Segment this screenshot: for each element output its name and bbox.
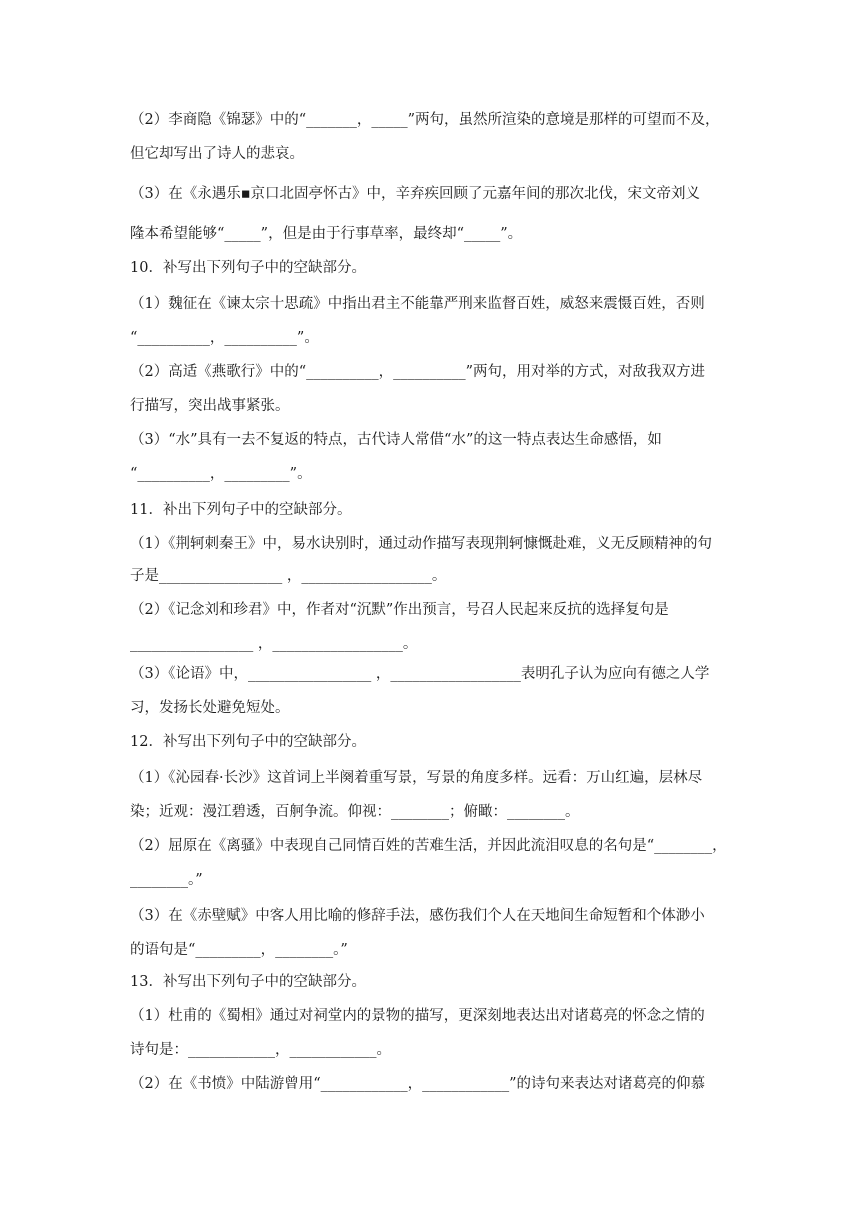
q10-2-line-2: 行描写，突出战事紧张。 [130,398,290,414]
q10-2-line-1: （2）高适《燕歌行》中的“__________，__________”两句，用对举的方式，对敌我双方进 [130,364,706,380]
q10-3-line-1: （3）“水”具有一去不复返的特点，古代诗人常借“水”的这一特点表达生命感悟，如 [130,432,662,448]
question-12-heading: 12．补写出下列句子中的空缺部分。 [130,734,366,750]
q11-3-line-1: （3）《论语》中，_________________ ，__________________表明孔子认为应向有德之人学 [130,666,710,682]
q12-2-line-1: （2）屈原在《离骚》中表现自己同情百姓的苦难生活，并因此流泪叹息的名句是“________， [130,838,727,854]
q12-2-line-2: ________。” [130,872,203,888]
q13-1-line-1: （1）杜甫的《蜀相》通过对祠堂内的景物的描写，更深刻地表达出对诸葛亮的怀念之情的 [130,1008,705,1024]
q12-3-line-1: （3）在《赤壁赋》中客人用比喻的修辞手法，感伤我们个人在天地间生命短暂和个体渺小 [130,908,705,924]
q9-3-line-1: （3）在《永遇乐▪京口北固亭怀古》中，辛弃疾回顾了元嘉年间的那次北伐，宋文帝刘义 [130,186,701,202]
q11-1-line-2: 子是_________________ ，__________________。 [130,568,447,584]
question-10-heading: 10．补写出下列句子中的空缺部分。 [130,260,366,276]
question-13-heading: 13．补写出下列句子中的空缺部分。 [130,974,366,990]
q11-2-line-1: （2）《记念刘和珍君》中，作者对“沉默”作出预言，号召人民起来反抗的选择复句是 [130,602,669,618]
q9-2-line-2: 但它却写出了诗人的悲哀。 [130,146,304,162]
q9-3-line-2: 隆本希望能够“_____”，但是由于行事草率，最终却“_____”。 [130,226,523,242]
q11-3-line-2: 习，发扬长处避免短处。 [130,700,290,716]
q11-1-line-1: （1）《荆轲刺秦王》中，易水诀别时，通过动作描写表现荆轲慷慨赴难，义无反顾精神的句 [130,536,712,552]
question-11-heading: 11．补出下列句子中的空缺部分。 [130,502,352,518]
q9-2-line-1: （2）李商隐《锦瑟》中的“_______，_____”两句，虽然所渲染的意境是那样的可望而不及， [130,112,720,128]
q11-2-line-2: _________________ ，__________________。 [130,636,418,652]
q12-3-line-2: 的语句是“_________，________。” [130,942,348,958]
q10-1-line-2: “__________，__________”。 [130,330,319,346]
q13-2-line-1: （2）在《书愤》中陆游曾用“____________，____________”的诗句来表达对诸葛亮的仰慕 [130,1076,706,1092]
q10-3-line-2: “__________，_________”。 [130,466,312,482]
q10-1-line-1: （1）魏征在《谏太宗十思疏》中指出君主不能靠严刑来监督百姓，威怒来震慑百姓，否则 [130,296,705,312]
q12-1-line-2: 染；近观：漫江碧透，百舸争流。仰视：________；俯瞰：________。 [130,804,580,820]
q12-1-line-1: （1）《沁园春·长沙》这首词上半阕着重写景，写景的角度多样。远看：万山红遍，层林尽 [130,770,703,786]
q13-1-line-2: 诗句是：____________，____________。 [130,1042,391,1058]
